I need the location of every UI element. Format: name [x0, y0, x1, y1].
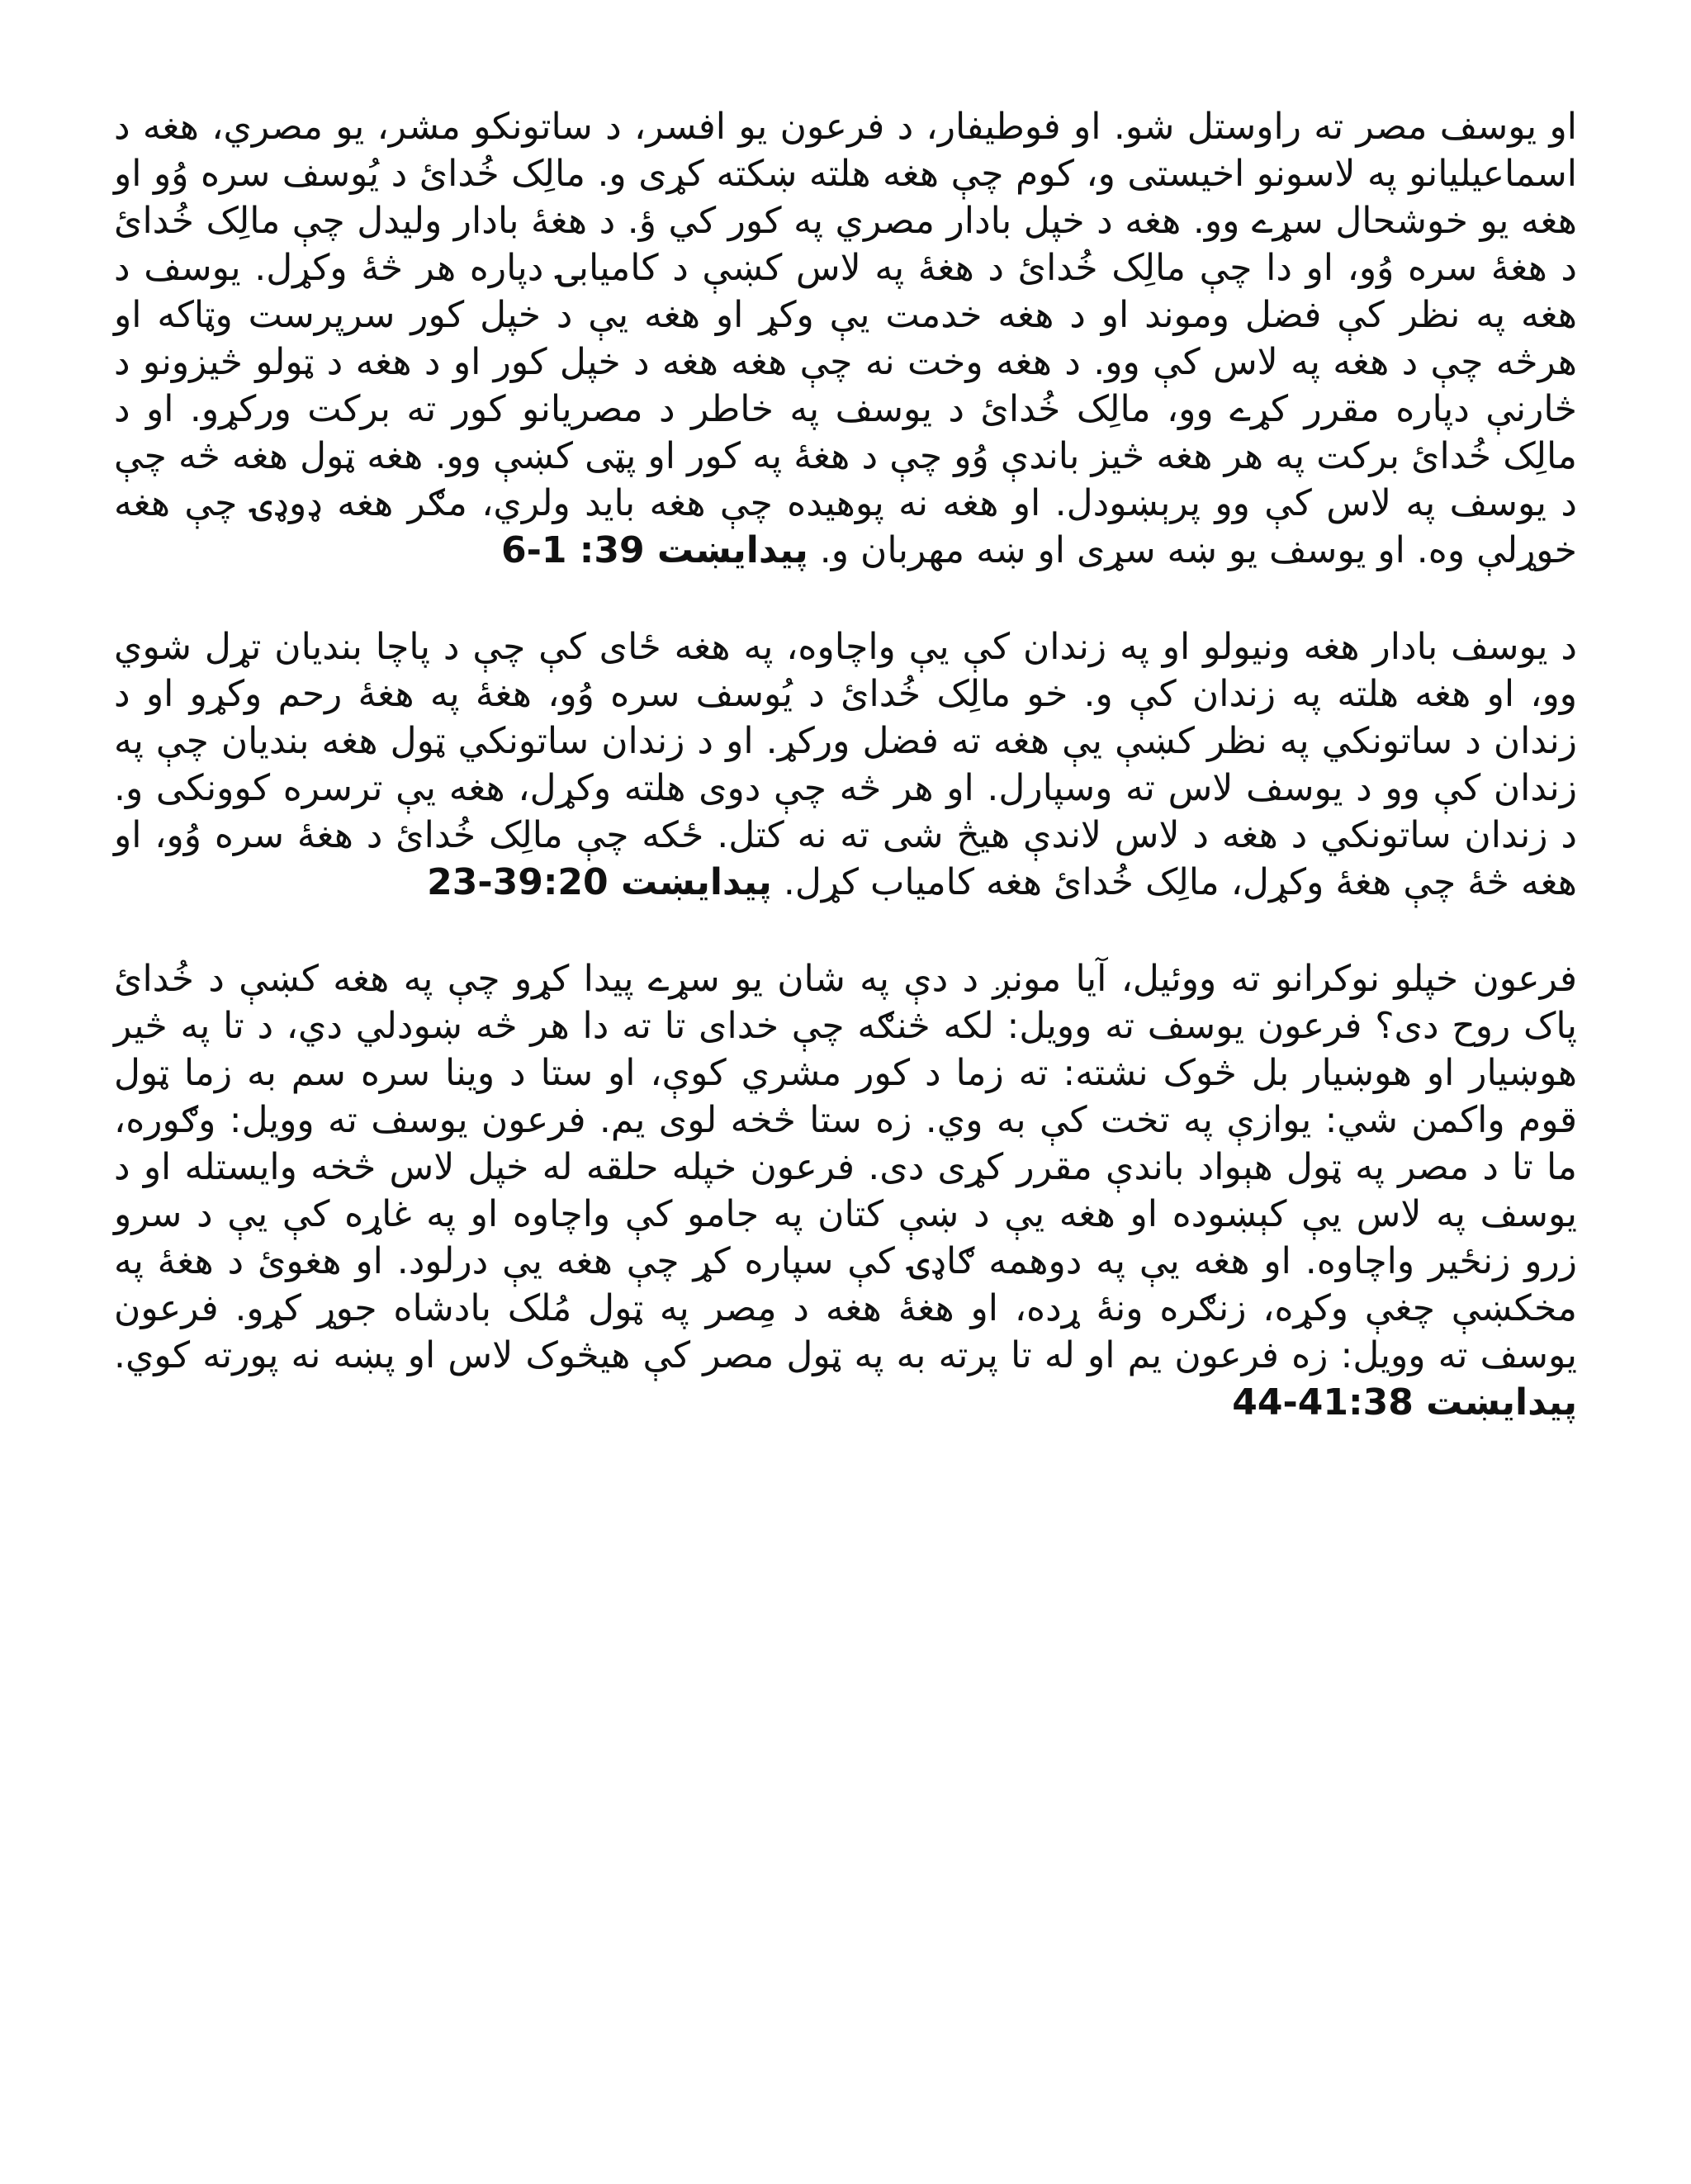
scripture-reference: پیدایښت 39: 1-6 [500, 529, 808, 571]
scripture-reference: پیدایښت 39:20-23 [427, 861, 772, 903]
passage-genesis-39-20-23 [114, 623, 1577, 906]
passage-text: او یوسف مصر ته راوستل شو. او فوطیفار، د فرعون یو افسر، د ساتونکو مشر، یو مصري، هغه د اسماعیلیانو په لاسونو اخیستی و، کوم چې هغه هلته ښکته کړی و. مالِک خُدائ د یُوسف سره وُو او هغه یو خوشحال سړے وو. هغه د خپل بادار مصري په کور کي ؤ. د هغهٔ بادار ولیدل چې مالِک خُدائ د هغهٔ سره وُو، او دا چې مالِک خُدائ د هغهٔ په لاس کښې د کامیابۍ دپاره هر څهٔ وکړل. یوسف د هغه په نظر کې فضل وموند او د هغه خدمت یې وکړ او هغه یې د خپل کور سرپرست وټاکه او هرڅه چې د هغه په لاس کې وو. د هغه وخت نه چې هغه هغه د خپل کور او د هغه د ټولو څیزونو د څارنې دپاره مقرر کړے وو، مالِک خُدائ د یوسف په خاطر د مصریانو کور ته برکت ورکړو. او د مالِک خُدائ برکت په هر هغه څیز باندې وُو چې د هغهٔ په کور او پټی کښې وو. هغه ټول هغه څه چې د یوسف په لاس کې وو پرېښودل. او هغه نه پوهیده چې هغه باید ولري، مګر هغه ډوډۍ چې هغه خوړلې وه. او یوسف یو ښه سړی او ښه مهربان و. [114, 106, 1577, 571]
passage-genesis-39-1-6 [114, 103, 1577, 574]
passage-genesis-41-38-44 [114, 955, 1577, 1426]
passage-text: فرعون خپلو نوکرانو ته ووئیل، آیا مونږ د دې په شان یو سړے پیدا کړو چې په هغه کښې د خُدائ پاک روح دی؟ فرعون یوسف ته وویل: لکه څنګه چې خدای تا ته دا هر څه ښودلي دي، د تا په څیر هوښیار او هوښیار بل څوک نشته: ته زما د کور مشري کوې، او ستا د وینا سره سم به زما ټول قوم واکمن شي: یوازې په تخت کې به وي. زه ستا څخه لوی یم. فرعون یوسف ته وویل: وګوره، ما تا د مصر په ټول هېواد باندې مقرر کړی دی. فرعون خپله حلقه له خپل لاس څخه وایستله او د یوسف په لاس یې کېښوده او هغه یې د ښې کتان په جامو کې واچاوه او په غاړه کې یې د سرو زرو زنځیر واچاوه. او هغه یې په دوهمه ګاډۍ کې سپاره کړ چې هغه یې درلود. او هغوئ د هغهٔ په مخکښې چغې وکړه، زنګره ونهٔ ړده، او هغهٔ هغه د مِصر په ټول مُلک بادشاه جوړ کړو. فرعون یوسف ته وویل: زه فرعون یم او له تا پرته به په ټول مصر کې هیڅوک لاس او پښه نه پورته کوي. [114, 958, 1577, 1376]
passage-text: د یوسف بادار هغه ونیولو او په زندان کې یې واچاوه، په هغه ځای کې چې د پاچا بندیان تړل شوي وو، او هغه هلته په زندان کې و. خو مالِک خُدائ د یُوسف سره وُو، هغهٔ په هغهٔ رحم وکړو او د زندان د ساتونکي په نظر کښې یې هغه ته فضل ورکړ. او د زندان ساتونکي ټول هغه بندیان چې په زندان کې وو د یوسف لاس ته وسپارل. او هر څه چې دوی هلته وکړل، هغه یې ترسره کوونکی و. د زندان ساتونکي د هغه د لاس لاندې هیڅ شی ته نه کتل. ځکه چې مالِک خُدائ د هغهٔ سره وُو، او هغه څهٔ چې هغهٔ وکړل، مالِک خُدائ هغه کامیاب کړل. [114, 626, 1577, 903]
document-page [114, 103, 1577, 2085]
scripture-reference: پیدایښت 41:38-44 [1232, 1381, 1577, 1424]
